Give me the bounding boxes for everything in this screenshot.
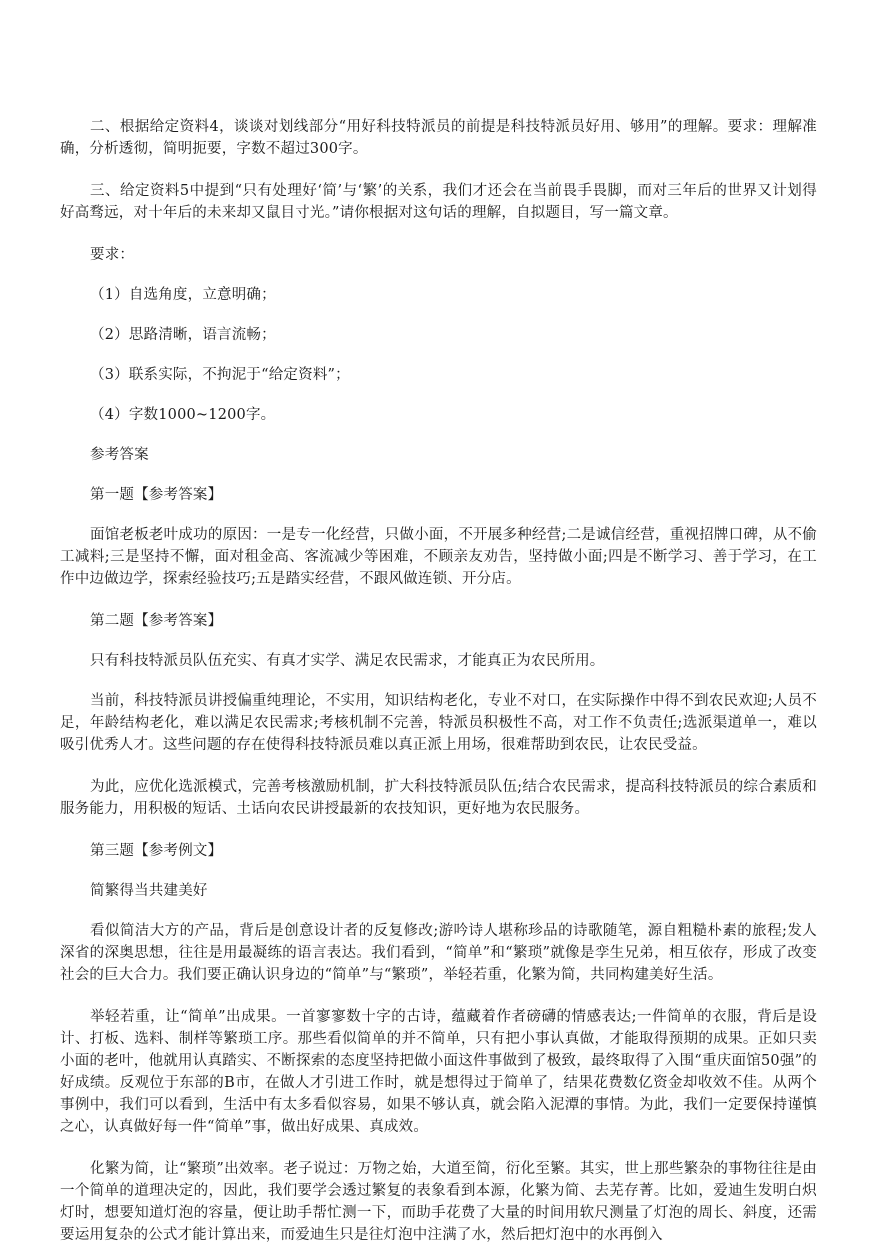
answer-two-body: 为此，应优化选派模式，完善考核激励机制，扩大科技特派员队伍;结合农民需求，提高科技特派员的综合素质和服务能力，用积极的短话、土话向农民讲授最新的农技知识，更好地为农民服务。 <box>60 779 817 817</box>
essay-title: 简繁得当共建美好 <box>90 883 208 899</box>
question-two: 二、根据给定资料4，谈谈对划线部分“用好科技特派员的前提是科技特派员好用、够用”的理解。要求：理解准确，分析透彻，简明扼要，字数不超过300字。 <box>60 119 817 157</box>
requirement-item: （2）思路清晰，语言流畅； <box>90 327 276 343</box>
answer-two-body: 当前，科技特派员讲授偏重纯理论，不实用，知识结构老化，专业不对口，在实际操作中得不到农民欢迎;人员不足，年龄结构老化，难以满足农民需求;考核机制不完善，特派员积极性不高，对工作不负责任;选派渠道单一，难以吸引优秀人才。这些问题的存在使得科技特派员难以真正派上用场，很难帮助到农民，让农民受益。 <box>60 693 817 753</box>
answer-two-heading: 第二题【参考答案】 <box>90 613 223 629</box>
requirement-item: （1）自选角度，立意明确； <box>90 287 276 303</box>
question-three: 三、给定资料5中提到“只有处理好‘简’与‘繁’的关系，我们才还会在当前畏手畏脚，而对三年后的世界又计划得好高骛远，对十年后的未来却又鼠目寸光。”请你根据对这句话的理解，自拟题目，写一篇文章。 <box>60 183 817 221</box>
essay-paragraph: 举轻若重，让“简单”出成果。一首寥寥数十字的古诗，蕴藏着作者磅礴的情感表达;一件简单的衣服，背后是设计、打板、选料、制样等繁琐工序。那些看似简单的并不简单，只有把小事认真做，才能取得预期的成果。正如只卖小面的老叶，他就用认真踏实、不断探索的态度坚持把做小面这件事做到了极致，最终取得了入围“重庆面馆50强”的好成绩。反观位于东部的B市，在做人才引进工作时，就是想得过于简单了，结果花费数亿资金却收效不佳。从两个事例中，我们可以看到，生活中有太多看似容易，如果不够认真，就会陷入泥潭的事情。为此，我们一定要保持谨慎之心，认真做好每一件“简单”事，做出好成果、真成效。 <box>60 1009 817 1135</box>
requirements-heading: 要求： <box>90 247 135 263</box>
essay-paragraph: 化繁为简，让“繁琐”出效率。老子说过：万物之始，大道至简，衍化至繁。其实，世上那些繁杂的事物往往是由一个简单的道理决定的，因此，我们要学会透过繁复的表象看到本源，化繁为简、去芜存菁。比如，爱迪生发明白炽灯时，想要知道灯泡的容量，便让助手帮忙测一下，而助手花费了大量的时间用软尺测量了灯泡的周长、斜度，还需要运用复杂的公式才能计算出来，而爱迪生只是往灯泡中注满了水，然后把灯泡中的水再倒入 <box>60 1161 817 1243</box>
requirement-item: （3）联系实际，不拘泥于“给定资料”； <box>90 367 350 383</box>
answer-two-summary: 只有科技特派员队伍充实、有真才实学、满足农民需求，才能真正为农民所用。 <box>90 653 605 669</box>
answer-one-body: 面馆老板老叶成功的原因：一是专一化经营，只做小面，不开展多种经营;二是诚信经营，重视招牌口碑，从不偷工减料;三是坚持不懈，面对租金高、客流减少等困难，不顾亲友劝告，坚持做小面;四是不断学习、善于学习，在工作中边做边学，探索经验技巧;五是踏实经营，不跟风做连锁、开分店。 <box>60 527 817 587</box>
answer-three-heading: 第三题【参考例文】 <box>90 843 223 859</box>
essay-paragraph: 看似简洁大方的产品，背后是创意设计者的反复修改;游吟诗人堪称珍品的诗歌随笔，源自粗糙朴素的旅程;发人深省的深奥思想，往往是用最凝练的语言表达。我们看到，“简单”和“繁琐”就像是孪生兄弟，相互依存，形成了改变社会的巨大合力。我们要正确认识身边的“简单”与“繁琐”，举轻若重，化繁为简，共同构建美好生活。 <box>60 923 817 983</box>
answer-one-heading: 第一题【参考答案】 <box>90 487 223 503</box>
answers-heading: 参考答案 <box>90 447 149 463</box>
requirement-item: （4）字数1000~1200字。 <box>90 407 276 423</box>
